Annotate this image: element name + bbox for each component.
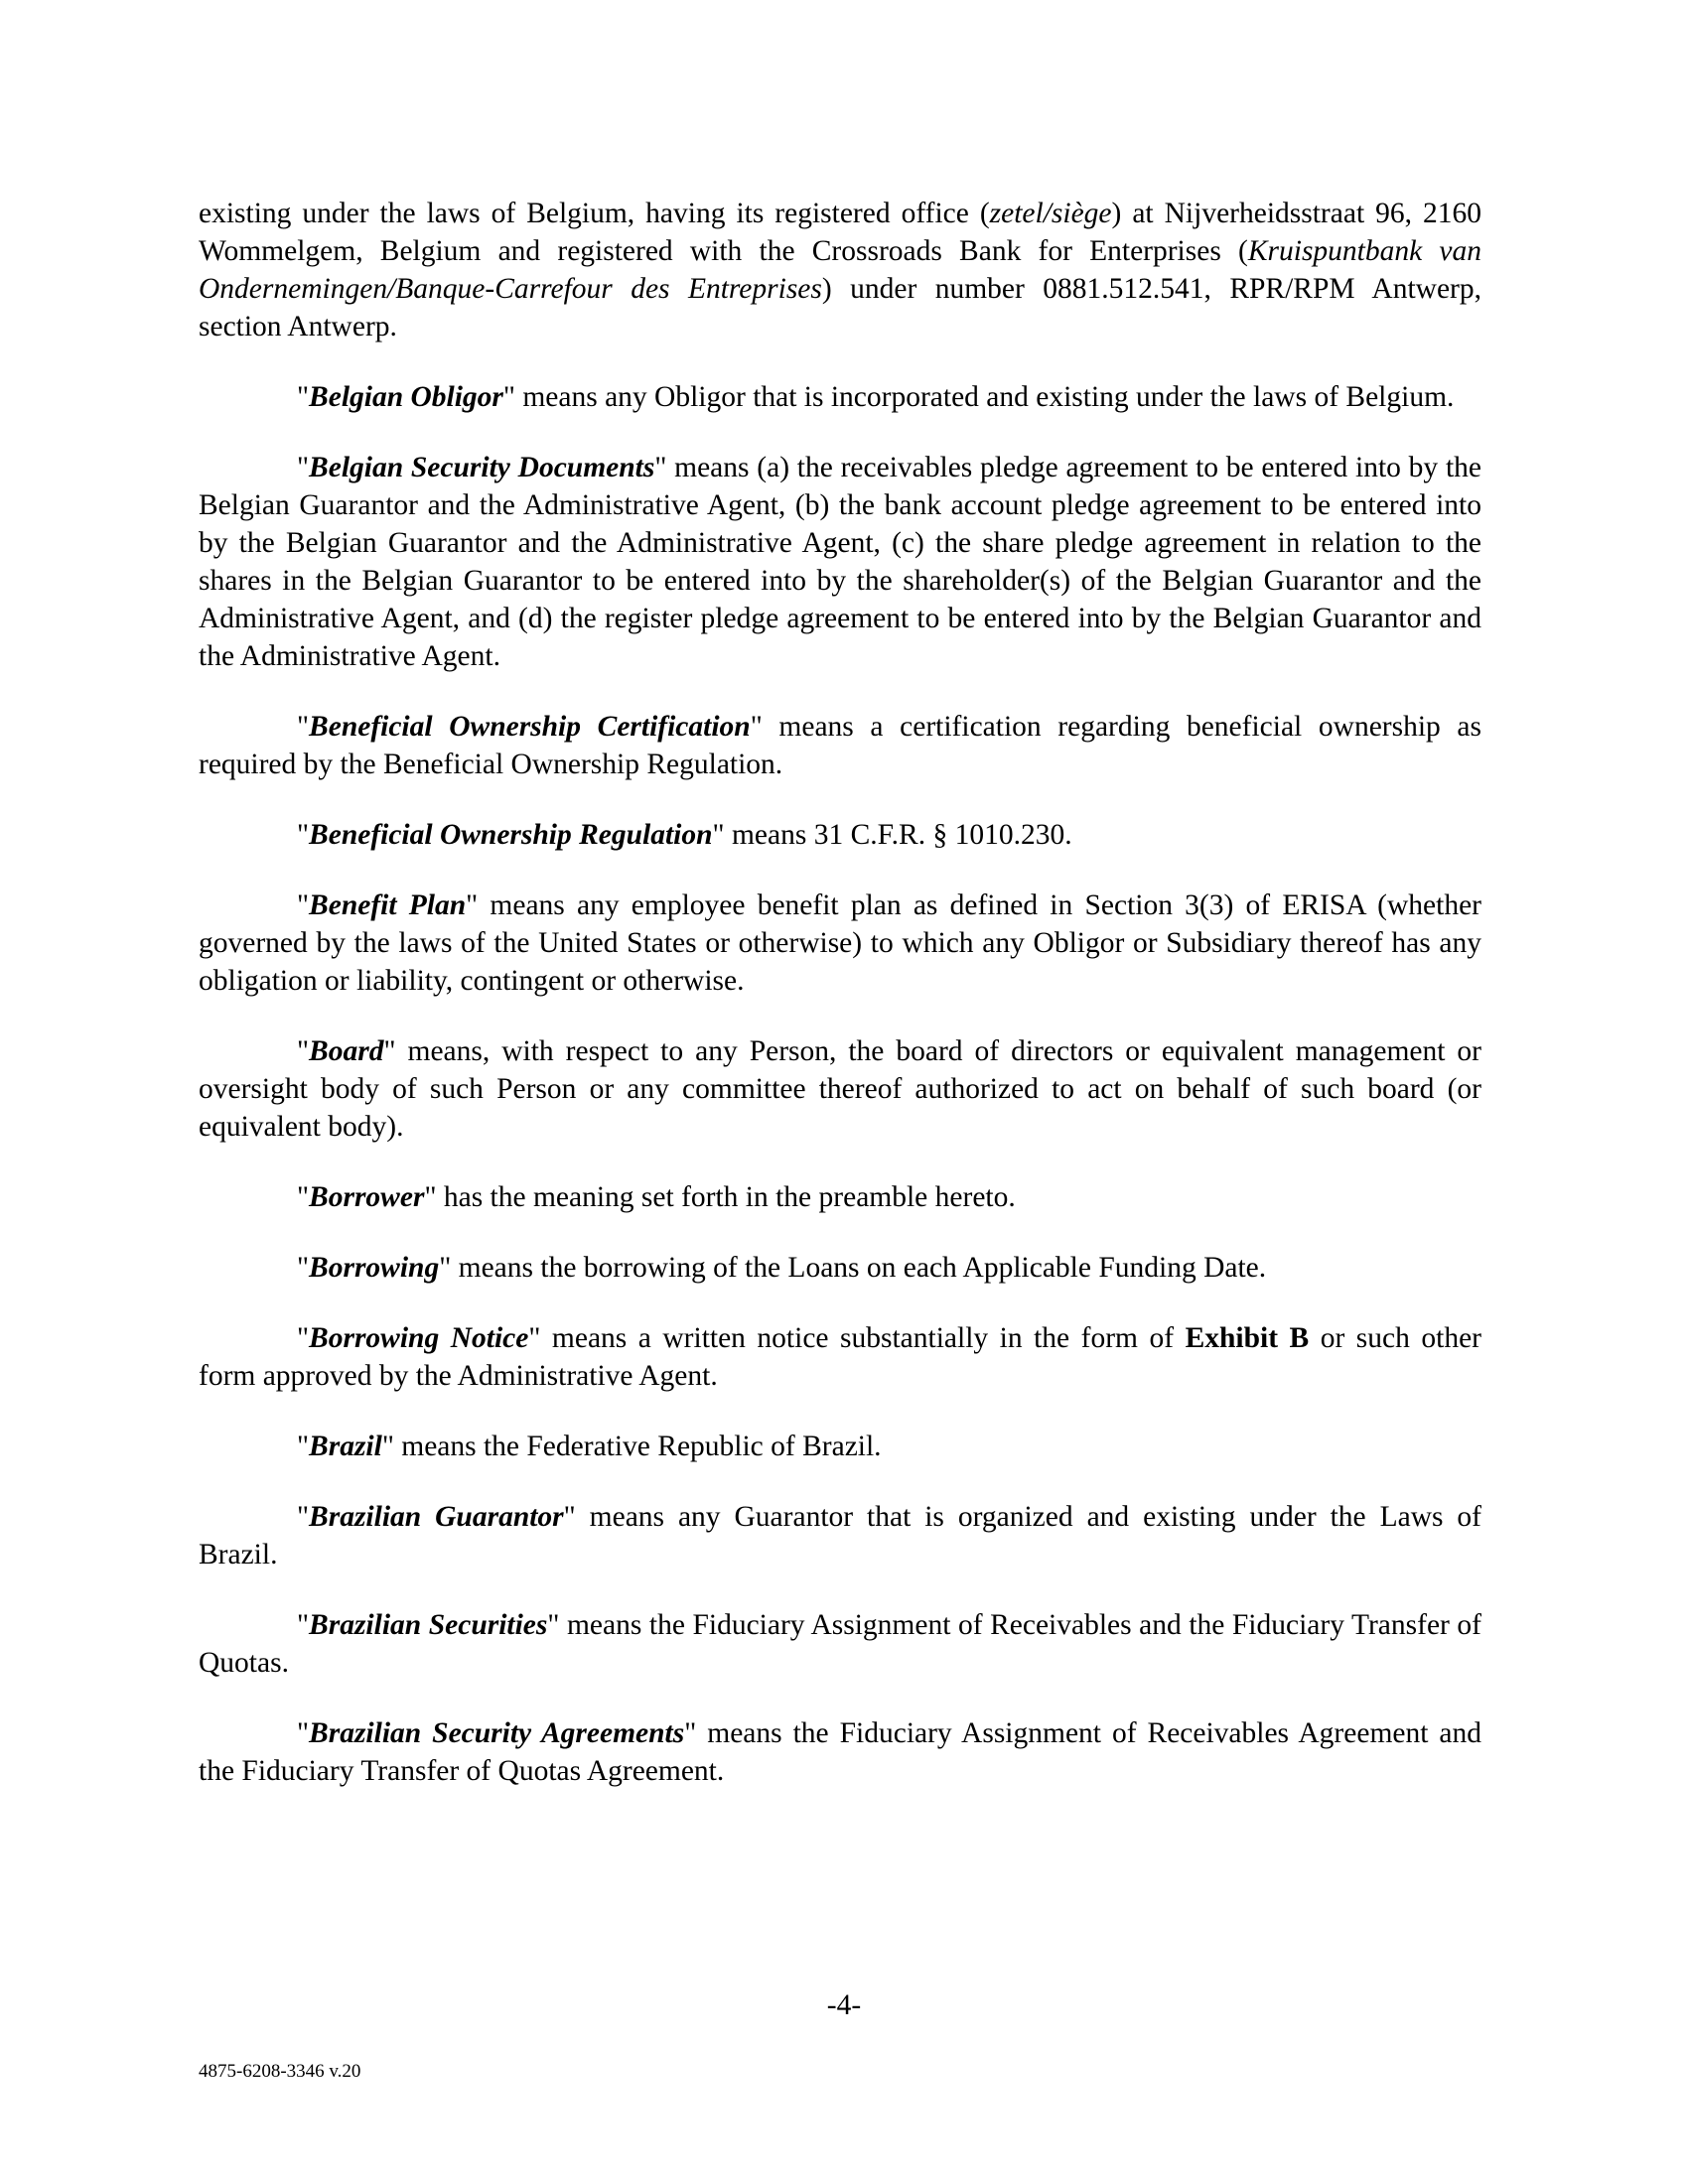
exhibit-reference: Exhibit B [1185,1322,1310,1354]
definition-text: means any Guarantor that is organized and existing under the Laws of Brazil. [199,1501,1482,1570]
intro-italic-text: zetel/siège [989,198,1112,229]
defined-term: Belgian Obligor [309,381,503,413]
definition-text: or such other form approved by the Administrative Agent. [199,1322,1481,1392]
defined-term: Borrowing [309,1252,440,1284]
defined-term: Board [309,1035,384,1067]
definition-brazilian-securities: "Brazilian Securities" means the Fiduciary Assignment of Receivables and the Fiduciary Transfer of Quotas. [199,1609,1481,1679]
defined-term: Beneficial Ownership Certification [309,711,751,743]
definition-text: means a certification regarding beneficial ownership as required by the Beneficial Ownership Regulation. [199,711,1482,780]
definition-text: means (a) the receivables pledge agreement to be entered into by the Belgian Guarantor and the Administrative Agent, (b) the bank account pledge agreement to be entered into by the Belgian Guarantor and the Administrative Agent, (c) the share pledge agreement in relation to the shares in the Belgian Guarantor to be entered into by the shareholder(s) of the Belgian Guarantor and the Administrative Agent, and (d) the register pledge agreement to be entered into by the Belgian Guarantor and the Administrative Agent. [199,452,1481,672]
definition-text: means the borrowing of the Loans on each Applicable Funding Date. [451,1252,1267,1284]
definition-text: means a written notice substantially in the form of [540,1322,1186,1354]
intro-paragraph [199,195,1481,345]
definition-brazilian-security-agreements: "Brazilian Security Agreements" means the Fiduciary Assignment of Receivables Agreement and the Fiduciary Transfer of Quotas Agreement. [199,1717,1482,1787]
definition-belgian-obligor: "Belgian Obligor" means any Obligor that is incorporated and existing under the laws of Belgium. [297,381,1455,413]
definition-brazilian-guarantor: "Brazilian Guarantor" means any Guarantor that is organized and existing under the Laws of Brazil. [199,1501,1482,1570]
defined-term: Borrower [309,1181,425,1213]
defined-term: Brazilian Securities [309,1609,548,1641]
definition-borrowing-notice: "Borrowing Notice" means a written notice substantially in the form of Exhibit B or such other form approved by the Administrative Agent. [199,1322,1481,1392]
intro-text: ) at Nijverheidsstraat 96, 2160 Wommelgem, Belgium and registered with the Crossroads Bank for Enterprises ( [199,198,1481,267]
document-body [199,195,1481,1790]
definition-text: means 31 C.F.R. § 1010.230. [724,819,1072,851]
intro-text: existing under the laws of Belgium, having its registered office ( [199,198,990,229]
definition-borrower: "Borrower" has the meaning set forth in the preamble hereto. [297,1181,1016,1213]
defined-term: Belgian Security Documents [309,452,655,483]
defined-term: Borrowing Notice [309,1322,529,1354]
intro-italic-text: Kruispuntbank van Ondernemingen/Banque-Carrefour des Entreprises [199,235,1482,305]
definition-text: means the Fiduciary Assignment of Receivables and the Fiduciary Transfer of Quotas. [199,1609,1481,1679]
definition-beneficial-ownership-regulation: "Beneficial Ownership Regulation" means 31 C.F.R. § 1010.230. [297,819,1072,851]
definition-belgian-security-documents: "Belgian Security Documents" means (a) the receivables pledge agreement to be entered into by the Belgian Guarantor and the Administrative Agent, (b) the bank account pledge agreement to be entered into by the Belgian Guarantor and the Administrative Agent, (c) the share pledge agreement in relation to the shares in the Belgian Guarantor to be entered into by the shareholder(s) of the Belgian Guarantor and the Administrative Agent, and (d) the register pledge agreement to be entered into by the Belgian Guarantor and the Administrative Agent. [199,452,1481,672]
defined-term: Brazilian Security Agreements [309,1717,685,1749]
definition-text: means any employee benefit plan as defined in Section 3(3) of ERISA (whether governed by the laws of the United States or otherwise) to which any Obligor or Subsidiary thereof has any obligation or liability, contingent or otherwise. [199,889,1482,997]
definition-benefit-plan: "Benefit Plan" means any employee benefit plan as defined in Section 3(3) of ERISA (whether governed by the laws of the United States or otherwise) to which any Obligor or Subsidiary thereof has any obligation or liability, contingent or otherwise. [199,889,1482,997]
defined-term: Brazil [309,1431,382,1462]
definition-text: has the meaning set forth in the preamble hereto. [436,1181,1016,1213]
defined-term: Brazilian Guarantor [309,1501,564,1533]
definition-text: means any Obligor that is incorporated and existing under the laws of Belgium. [514,381,1455,413]
definition-beneficial-ownership-certification: "Beneficial Ownership Certification" means a certification regarding beneficial ownership as required by the Beneficial Ownership Regulation. [199,711,1482,780]
definition-borrowing: "Borrowing" means the borrowing of the Loans on each Applicable Funding Date. [297,1252,1267,1284]
definition-text: means, with respect to any Person, the board of directors or equivalent management or oversight body of such Person or any committee thereof authorized to act on behalf of such board (or equivalent body). [199,1035,1481,1143]
definition-brazil: "Brazil" means the Federative Republic of Brazil. [297,1431,882,1462]
defined-term: Benefit Plan [309,889,467,921]
definition-board: "Board" means, with respect to any Person, the board of directors or equivalent management or oversight body of such Person or any committee thereof authorized to act on behalf of such board (or equivalent body). [199,1035,1481,1143]
defined-term: Beneficial Ownership Regulation [309,819,713,851]
intro-text: ) under number 0881.512.541, RPR/RPM Antwerp, section Antwerp. [199,273,1481,342]
definition-text: means the Fiduciary Assignment of Receivables Agreement and the Fiduciary Transfer of Quotas Agreement. [199,1717,1482,1787]
document-id: 4875-6208-3346 v.20 [199,2061,361,2082]
page-number: -4- [826,1989,862,2021]
definition-text: means the Federative Republic of Brazil. [393,1431,882,1462]
